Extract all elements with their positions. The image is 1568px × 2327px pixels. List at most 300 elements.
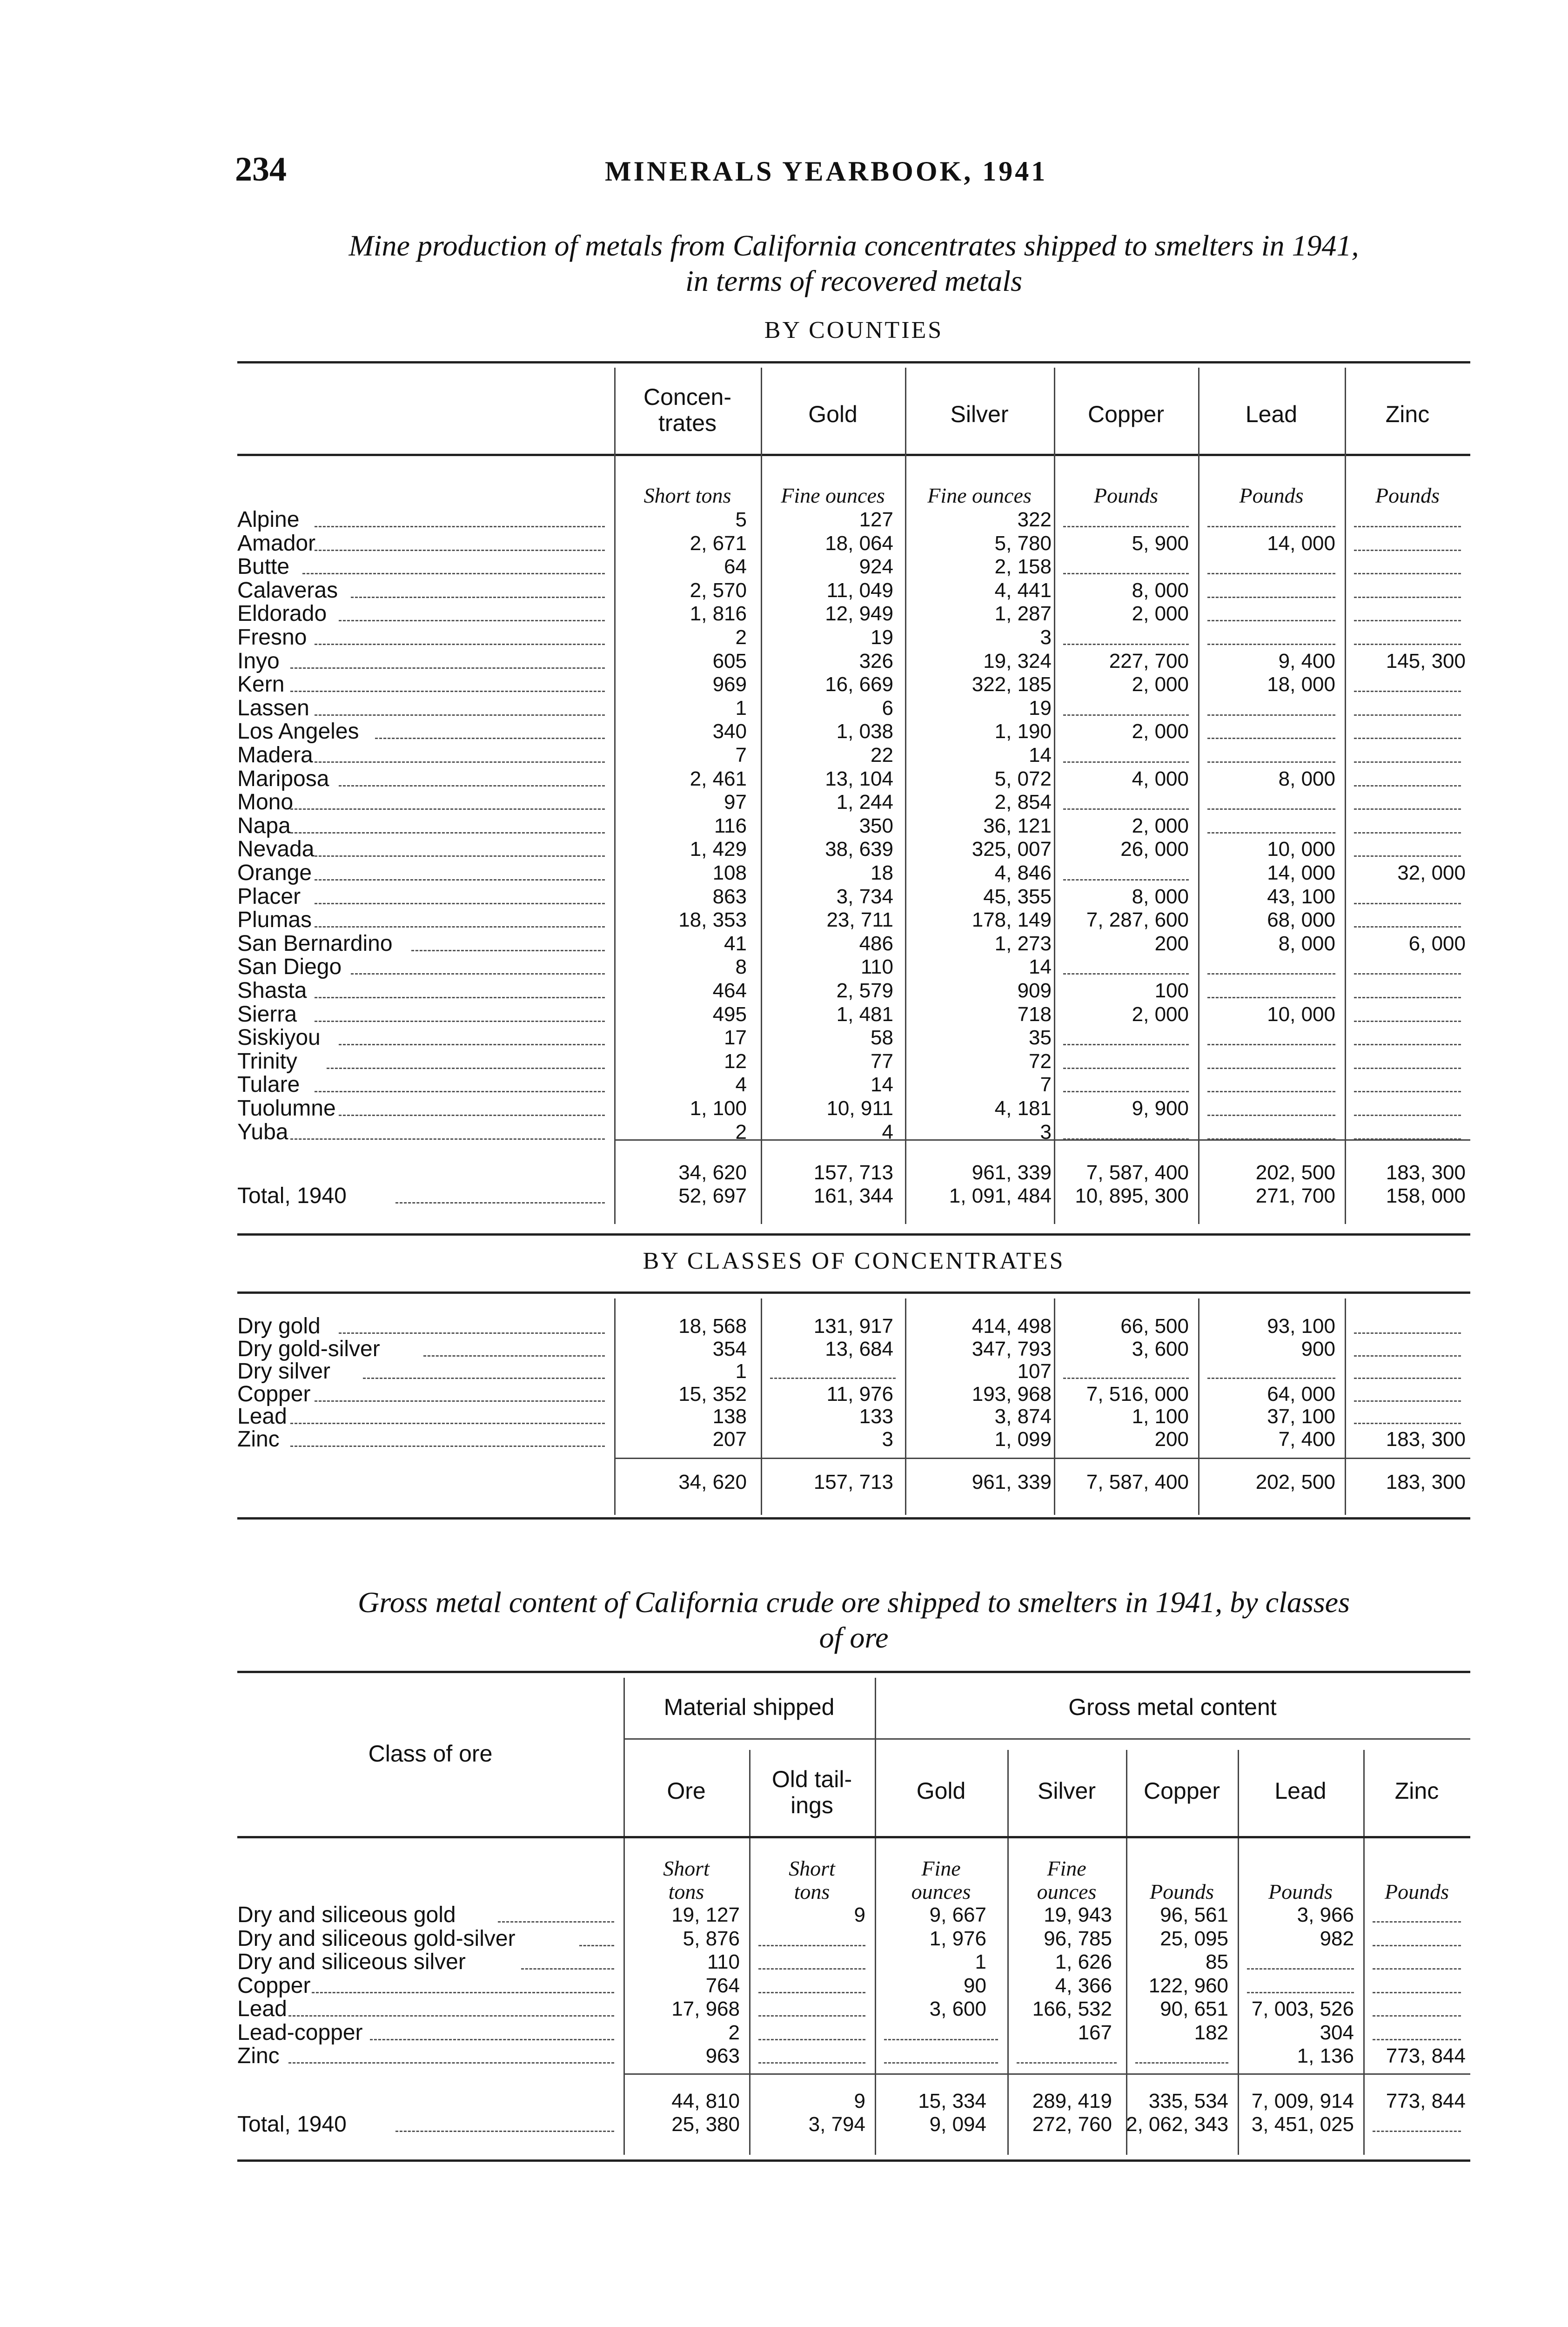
table-cell: 2, 000 bbox=[1132, 720, 1189, 743]
t2-col-header-5 bbox=[1238, 1778, 1363, 1804]
empty-cell-leader bbox=[1354, 714, 1461, 716]
unit-text: ounces bbox=[1037, 1880, 1097, 1903]
empty-cell-leader bbox=[758, 2062, 865, 2064]
ore-class-label: Dry and siliceous gold bbox=[237, 1903, 456, 1927]
empty-cell-leader bbox=[1207, 808, 1335, 810]
t2-unit-4 bbox=[1126, 1880, 1238, 1903]
table-cell: 2, 158 bbox=[994, 555, 1052, 578]
table-cell: 347, 793 bbox=[972, 1337, 1052, 1360]
ore-class-label: Lead bbox=[237, 1997, 287, 2021]
class-total-cell: 961, 339 bbox=[972, 1471, 1052, 1493]
empty-cell-leader bbox=[1247, 1968, 1354, 1970]
empty-cell-leader bbox=[1354, 973, 1461, 975]
table-cell: 167 bbox=[1078, 2021, 1112, 2044]
county-label: Trinity bbox=[237, 1049, 297, 1073]
table-cell: 3, 600 bbox=[929, 1997, 986, 2020]
table-cell: 97 bbox=[724, 791, 747, 814]
table-cell: 10, 000 bbox=[1267, 1002, 1335, 1026]
empty-cell-leader bbox=[1063, 573, 1189, 574]
empty-cell-leader bbox=[1063, 761, 1189, 763]
empty-cell-leader bbox=[1354, 550, 1461, 551]
unit-text: Fine bbox=[921, 1856, 961, 1880]
empty-cell-leader bbox=[1135, 2062, 1228, 2064]
empty-cell-leader bbox=[1354, 526, 1461, 527]
total-1940-cell: 10, 895, 300 bbox=[1075, 1184, 1189, 1207]
table-cell: 4, 366 bbox=[1055, 1974, 1112, 1997]
table-cell: 764 bbox=[705, 1974, 740, 1997]
empty-cell-leader bbox=[770, 1378, 896, 1379]
leader-dots bbox=[290, 808, 605, 810]
t2-total-1940-cell: 25, 380 bbox=[671, 2113, 740, 2136]
table-cell: 72 bbox=[1029, 1049, 1052, 1073]
table-cell: 18 bbox=[871, 861, 893, 884]
table-cell: 93, 100 bbox=[1267, 1315, 1335, 1338]
county-label: Napa bbox=[237, 814, 291, 838]
leader-dots bbox=[288, 2015, 614, 2017]
t2-total-1940-cell: 3, 794 bbox=[808, 2113, 865, 2136]
t2-total-1940-label: Total, 1940 bbox=[237, 2113, 347, 2136]
col-header-text: ings bbox=[791, 1792, 833, 1818]
empty-cell-leader bbox=[1017, 2062, 1117, 2064]
table-cell: 5, 072 bbox=[994, 767, 1052, 790]
stub-header: Class of ore bbox=[368, 1741, 493, 1767]
table-cell: 12, 949 bbox=[825, 602, 893, 625]
county-label: Calaveras bbox=[237, 578, 338, 602]
empty-cell-leader bbox=[1207, 738, 1335, 739]
table-cell: 15, 352 bbox=[678, 1382, 747, 1406]
col-header-text: Concen- bbox=[643, 384, 731, 410]
t2-total-cell: 335, 534 bbox=[1148, 2090, 1228, 2112]
section-rule-2 bbox=[237, 1291, 1470, 1294]
county-label: Fresno bbox=[237, 626, 307, 649]
table-cell: 3, 600 bbox=[1132, 1337, 1189, 1360]
table-cell: 4, 181 bbox=[994, 1097, 1052, 1120]
col-header-3 bbox=[1054, 401, 1198, 427]
running-title: MINERALS YEARBOOK, 1941 bbox=[605, 156, 1048, 187]
table-cell: 6 bbox=[882, 696, 893, 720]
unit-label: Fine ounces bbox=[927, 484, 1032, 507]
unit-label: Pounds bbox=[1375, 484, 1440, 507]
total-cell: 183, 300 bbox=[1386, 1161, 1466, 1184]
total-1940-cell: 52, 697 bbox=[678, 1184, 747, 1207]
table-cell: 13, 104 bbox=[825, 767, 893, 790]
t2-unit-5 bbox=[1238, 1880, 1363, 1903]
table-cell: 58 bbox=[871, 1026, 893, 1049]
t2-unit-0 bbox=[623, 1857, 749, 1903]
table-cell: 325, 007 bbox=[972, 838, 1052, 861]
empty-cell-leader bbox=[758, 1945, 865, 1946]
table-cell: 718 bbox=[1017, 1002, 1052, 1026]
table-cell: 16, 669 bbox=[825, 673, 893, 696]
table-cell: 66, 500 bbox=[1120, 1315, 1189, 1338]
county-label: Placer bbox=[237, 885, 301, 908]
empty-cell-leader bbox=[1063, 1378, 1189, 1379]
empty-cell-leader bbox=[1063, 1091, 1189, 1092]
leader-dots bbox=[370, 2039, 614, 2040]
table-cell: 1 bbox=[975, 1950, 986, 1973]
table-cell: 7 bbox=[1040, 1073, 1052, 1096]
leader-dots bbox=[363, 1378, 605, 1379]
unit-label: Short tons bbox=[643, 484, 731, 507]
table-cell: 3 bbox=[1040, 1120, 1052, 1143]
empty-cell-leader bbox=[1354, 597, 1461, 598]
table-cell: 13, 684 bbox=[825, 1337, 893, 1360]
table-cell: 3, 734 bbox=[836, 885, 893, 908]
t2-header-bottom-rule bbox=[237, 1836, 1470, 1838]
table-cell: 7, 003, 526 bbox=[1251, 1997, 1354, 2020]
empty-cell-leader bbox=[1354, 855, 1461, 857]
table-cell: 14, 000 bbox=[1267, 531, 1335, 555]
table-cell: 26, 000 bbox=[1120, 838, 1189, 861]
empty-cell-leader bbox=[1354, 691, 1461, 692]
unit-text: tons bbox=[668, 1880, 704, 1903]
leader-dots bbox=[315, 1021, 605, 1022]
county-label: Plumas bbox=[237, 908, 312, 932]
table-cell: 1, 273 bbox=[994, 932, 1052, 955]
t2-total-1940-cell: 3, 451, 025 bbox=[1251, 2113, 1354, 2136]
total-1940-label: Total, 1940 bbox=[237, 1184, 347, 1208]
table-cell: 18, 000 bbox=[1267, 673, 1335, 696]
table-cell: 36, 121 bbox=[983, 814, 1052, 837]
table-cell: 4, 846 bbox=[994, 861, 1052, 884]
leader-dots bbox=[339, 785, 605, 787]
col-header-text: Zinc bbox=[1385, 401, 1430, 427]
empty-cell-leader bbox=[1354, 738, 1461, 739]
empty-cell-leader bbox=[1354, 1400, 1461, 1402]
table-cell: 304 bbox=[1320, 2021, 1354, 2044]
leader-dots bbox=[339, 1044, 605, 1045]
empty-cell-leader bbox=[1354, 808, 1461, 810]
group-gross-metal: Gross metal content bbox=[1068, 1694, 1277, 1720]
table-cell: 35 bbox=[1029, 1026, 1052, 1049]
class-label: Dry gold bbox=[237, 1315, 321, 1338]
county-label: Madera bbox=[237, 744, 313, 767]
table-cell: 1, 626 bbox=[1055, 1950, 1112, 1973]
table1-bottom-rule bbox=[237, 1517, 1470, 1520]
table-cell: 7, 287, 600 bbox=[1086, 908, 1189, 932]
table-cell: 3 bbox=[882, 1427, 893, 1451]
table-cell: 110 bbox=[860, 955, 893, 979]
col-header-text: Silver bbox=[1037, 1778, 1096, 1804]
leader-dots bbox=[351, 973, 605, 975]
table-cell: 9, 400 bbox=[1278, 649, 1335, 673]
unit-text: ounces bbox=[911, 1880, 971, 1903]
empty-cell-leader bbox=[1373, 2015, 1461, 2017]
class-total-cell: 34, 620 bbox=[678, 1471, 747, 1493]
empty-cell-leader bbox=[1207, 832, 1335, 834]
table-cell: 963 bbox=[705, 2045, 740, 2067]
empty-cell-leader bbox=[1063, 1068, 1189, 1069]
table-cell: 2, 854 bbox=[994, 791, 1052, 814]
t2-col-header-3 bbox=[1007, 1778, 1126, 1804]
empty-cell-leader bbox=[1207, 1044, 1335, 1045]
empty-cell-leader bbox=[1063, 973, 1189, 975]
empty-cell-leader bbox=[1354, 644, 1461, 645]
class-label: Copper bbox=[237, 1382, 311, 1406]
table-cell: 10, 911 bbox=[826, 1097, 893, 1120]
table-cell: 909 bbox=[1017, 979, 1052, 1002]
table-cell: 17 bbox=[724, 1026, 747, 1049]
table-cell: 5, 780 bbox=[994, 531, 1052, 555]
table-cell: 90 bbox=[964, 1974, 986, 1997]
table-cell: 7, 400 bbox=[1278, 1427, 1335, 1451]
table-cell: 145, 300 bbox=[1386, 649, 1466, 673]
class-total-cell: 183, 300 bbox=[1386, 1471, 1466, 1493]
table-cell: 43, 100 bbox=[1267, 885, 1335, 908]
empty-cell-leader bbox=[1373, 2131, 1461, 2132]
table-cell: 227, 700 bbox=[1109, 649, 1189, 673]
col-header-text: Copper bbox=[1088, 401, 1164, 427]
empty-cell-leader bbox=[1207, 973, 1335, 975]
col-header-text: trates bbox=[658, 410, 717, 436]
empty-cell-leader bbox=[1373, 1992, 1461, 1993]
class-label: Zinc bbox=[237, 1427, 280, 1451]
leader-dots bbox=[290, 1138, 605, 1140]
table-cell: 11, 049 bbox=[826, 578, 893, 602]
section-by-counties: BY COUNTIES bbox=[764, 317, 944, 343]
t2-unit-3 bbox=[1007, 1857, 1126, 1903]
table-cell: 12 bbox=[724, 1049, 747, 1073]
table-cell: 1, 816 bbox=[690, 602, 747, 625]
county-label: Yuba bbox=[237, 1120, 288, 1144]
table-cell: 5, 876 bbox=[683, 1927, 740, 1950]
leader-dots bbox=[315, 855, 605, 857]
leader-dots bbox=[315, 714, 605, 716]
table-cell: 1, 190 bbox=[994, 720, 1052, 743]
empty-cell-leader bbox=[1207, 1091, 1335, 1092]
table-cell: 2, 000 bbox=[1132, 673, 1189, 696]
table-cell: 96, 785 bbox=[1044, 1927, 1112, 1950]
total-cell: 961, 339 bbox=[972, 1161, 1052, 1184]
leader-dots bbox=[288, 2062, 614, 2064]
county-label: Sierra bbox=[237, 1002, 297, 1026]
empty-cell-leader bbox=[1354, 573, 1461, 574]
table-cell: 6, 000 bbox=[1408, 932, 1466, 955]
table-cell: 2, 671 bbox=[690, 531, 747, 555]
table-cell: 11, 976 bbox=[826, 1382, 893, 1406]
county-label: Shasta bbox=[237, 979, 307, 1002]
table-cell: 2, 000 bbox=[1132, 602, 1189, 625]
empty-cell-leader bbox=[1207, 644, 1335, 645]
header-bottom-rule bbox=[237, 454, 1470, 456]
t2-col-header-4 bbox=[1126, 1778, 1238, 1804]
leader-dots bbox=[315, 550, 605, 551]
empty-cell-leader bbox=[1207, 573, 1335, 574]
table-cell: 4 bbox=[735, 1073, 747, 1096]
t2-col-header-6 bbox=[1363, 1778, 1470, 1804]
col-header-text: Ore bbox=[667, 1778, 706, 1804]
leader-dots bbox=[411, 950, 605, 951]
col-header-text: Lead bbox=[1274, 1778, 1327, 1804]
table-cell: 340 bbox=[712, 720, 747, 743]
table-cell: 8, 000 bbox=[1132, 578, 1189, 602]
table-cell: 2, 579 bbox=[836, 979, 893, 1002]
county-label: Mono bbox=[237, 791, 294, 814]
leader-dots bbox=[315, 644, 605, 645]
ore-class-label: Dry and siliceous gold-silver bbox=[237, 1927, 516, 1950]
class-total-cell: 202, 500 bbox=[1255, 1471, 1335, 1493]
empty-cell-leader bbox=[1354, 926, 1461, 928]
empty-cell-leader bbox=[1207, 620, 1335, 621]
empty-cell-leader bbox=[1207, 1378, 1335, 1379]
county-label: Lassen bbox=[237, 696, 309, 720]
group-material-shipped: Material shipped bbox=[663, 1694, 835, 1720]
county-label: Tuolumne bbox=[237, 1097, 336, 1120]
col-header-5 bbox=[1345, 401, 1470, 427]
leader-dots bbox=[339, 620, 605, 621]
table-cell: 77 bbox=[871, 1049, 893, 1073]
col-header-text: Copper bbox=[1144, 1778, 1220, 1804]
empty-cell-leader bbox=[1063, 526, 1189, 527]
table-cell: 18, 568 bbox=[678, 1315, 747, 1338]
leader-dots bbox=[290, 832, 605, 834]
table-cell: 107 bbox=[1017, 1360, 1052, 1383]
table-cell: 23, 711 bbox=[826, 908, 893, 932]
table-cell: 19 bbox=[1029, 696, 1052, 720]
t2-col-header-2 bbox=[875, 1778, 1007, 1804]
t2-total-cell: 9 bbox=[854, 2090, 865, 2112]
table-cell: 9, 667 bbox=[929, 1903, 986, 1926]
table-cell: 19, 943 bbox=[1044, 1903, 1112, 1926]
table-cell: 9, 900 bbox=[1132, 1097, 1189, 1120]
unit-text: Pounds bbox=[1385, 1880, 1449, 1903]
county-label: Siskiyou bbox=[237, 1026, 321, 1050]
empty-cell-leader bbox=[758, 2039, 865, 2040]
table-cell: 3, 874 bbox=[994, 1405, 1052, 1428]
table-cell: 7 bbox=[735, 744, 747, 767]
empty-cell-leader bbox=[1354, 620, 1461, 621]
county-label: Amador bbox=[237, 531, 316, 555]
empty-cell-leader bbox=[1354, 1423, 1461, 1424]
empty-cell-leader bbox=[1207, 997, 1335, 998]
col-header-1 bbox=[761, 401, 905, 427]
table-cell: 969 bbox=[712, 673, 747, 696]
county-label: Eldorado bbox=[237, 602, 327, 626]
table1-title-line1: Mine production of metals from California concentrates shipped to smelters in 1941, bbox=[348, 229, 1359, 262]
class-total-rule bbox=[614, 1458, 1470, 1459]
county-label: Nevada bbox=[237, 838, 315, 861]
table-cell: 8, 000 bbox=[1132, 885, 1189, 908]
col-header-text: Zinc bbox=[1394, 1778, 1439, 1804]
t2-top-rule bbox=[237, 1671, 1470, 1673]
leader-dots bbox=[521, 1968, 614, 1970]
col-header-text: Lead bbox=[1245, 401, 1298, 427]
leader-dots bbox=[351, 597, 605, 598]
county-label: San Bernardino bbox=[237, 932, 393, 955]
table-cell: 2, 461 bbox=[690, 767, 747, 790]
table-cell: 14 bbox=[871, 1073, 893, 1096]
empty-cell-leader bbox=[1354, 997, 1461, 998]
table-cell: 183, 300 bbox=[1386, 1427, 1466, 1451]
table-cell: 1, 038 bbox=[836, 720, 893, 743]
table-cell: 19, 324 bbox=[983, 649, 1052, 673]
table-cell: 25, 095 bbox=[1160, 1927, 1228, 1950]
empty-cell-leader bbox=[1354, 785, 1461, 787]
t2-col-header-0 bbox=[623, 1778, 749, 1804]
table-cell: 326 bbox=[859, 649, 893, 673]
leader-dots bbox=[315, 761, 605, 763]
empty-cell-leader bbox=[1207, 526, 1335, 527]
total-1940-cell: 1, 091, 484 bbox=[949, 1184, 1052, 1207]
empty-cell-leader bbox=[758, 1992, 865, 1993]
empty-cell-leader bbox=[1207, 761, 1335, 763]
total-cell: 202, 500 bbox=[1255, 1161, 1335, 1184]
table-cell: 90, 651 bbox=[1160, 1997, 1228, 2020]
col-header-text: Gold bbox=[916, 1778, 966, 1804]
total-1940-cell: 161, 344 bbox=[813, 1184, 893, 1207]
unit-label: Fine ounces bbox=[781, 484, 885, 507]
top-rule bbox=[237, 361, 1470, 363]
table-cell: 486 bbox=[859, 932, 893, 955]
table-cell: 133 bbox=[859, 1405, 893, 1428]
leader-dots bbox=[339, 1115, 605, 1116]
leader-dots bbox=[315, 1091, 605, 1092]
table-cell: 32, 000 bbox=[1397, 861, 1466, 884]
col-header-0 bbox=[614, 384, 761, 436]
empty-cell-leader bbox=[758, 2015, 865, 2017]
empty-cell-leader bbox=[1354, 1332, 1461, 1334]
table-cell: 14, 000 bbox=[1267, 861, 1335, 884]
leader-dots bbox=[579, 1945, 614, 1946]
leader-dots bbox=[423, 1355, 605, 1357]
unit-text: Short bbox=[663, 1856, 710, 1880]
table-cell: 414, 498 bbox=[972, 1315, 1052, 1338]
leader-dots bbox=[315, 926, 605, 928]
table-cell: 1, 481 bbox=[836, 1002, 893, 1026]
table2-title-line2: of ore bbox=[819, 1621, 889, 1654]
empty-cell-leader bbox=[1354, 1355, 1461, 1357]
empty-cell-leader bbox=[1373, 1921, 1461, 1923]
table-cell: 900 bbox=[1301, 1337, 1335, 1360]
table-cell: 37, 100 bbox=[1267, 1405, 1335, 1428]
table-cell: 2 bbox=[735, 626, 747, 649]
total-1940-cell: 271, 700 bbox=[1255, 1184, 1335, 1207]
total-1940-cell: 158, 000 bbox=[1386, 1184, 1466, 1207]
county-label: Alpine bbox=[237, 508, 300, 531]
empty-cell-leader bbox=[1354, 1115, 1461, 1116]
t2-unit-2 bbox=[875, 1857, 1007, 1903]
table-cell: 464 bbox=[712, 979, 747, 1002]
table-cell: 64, 000 bbox=[1267, 1382, 1335, 1406]
ore-class-label: Dry and siliceous silver bbox=[237, 1950, 466, 1974]
leader-dots bbox=[327, 1068, 605, 1069]
empty-cell-leader bbox=[1207, 1068, 1335, 1069]
county-label: Inyo bbox=[237, 649, 280, 673]
table-cell: 14 bbox=[1029, 744, 1052, 767]
empty-cell-leader bbox=[1063, 714, 1189, 716]
t2-bottom-rule bbox=[237, 2159, 1470, 2162]
leader-dots bbox=[395, 2131, 614, 2132]
t2-total-cell: 7, 009, 914 bbox=[1251, 2090, 1354, 2112]
total-cell: 157, 713 bbox=[813, 1161, 893, 1184]
t2-unit-6 bbox=[1363, 1880, 1470, 1903]
t2-total-cell: 773, 844 bbox=[1386, 2090, 1466, 2112]
empty-cell-leader bbox=[1354, 1068, 1461, 1069]
unit-label: Pounds bbox=[1239, 484, 1304, 507]
running-header bbox=[235, 150, 1352, 187]
table-cell: 1, 429 bbox=[690, 838, 747, 861]
empty-cell-leader bbox=[1354, 761, 1461, 763]
table-cell: 14 bbox=[1029, 955, 1052, 979]
table2-title-line1: Gross metal content of California crude ore shipped to smelters in 1941, by classes bbox=[358, 1586, 1350, 1619]
empty-cell-leader bbox=[758, 1968, 865, 1970]
table-cell: 3, 966 bbox=[1297, 1903, 1354, 1926]
t2-total-1940-cell: 2, 062, 343 bbox=[1126, 2113, 1229, 2136]
table-cell: 2, 570 bbox=[690, 578, 747, 602]
table-cell: 354 bbox=[712, 1337, 747, 1360]
unit-text: Pounds bbox=[1150, 1880, 1214, 1903]
col-header-4 bbox=[1198, 401, 1345, 427]
